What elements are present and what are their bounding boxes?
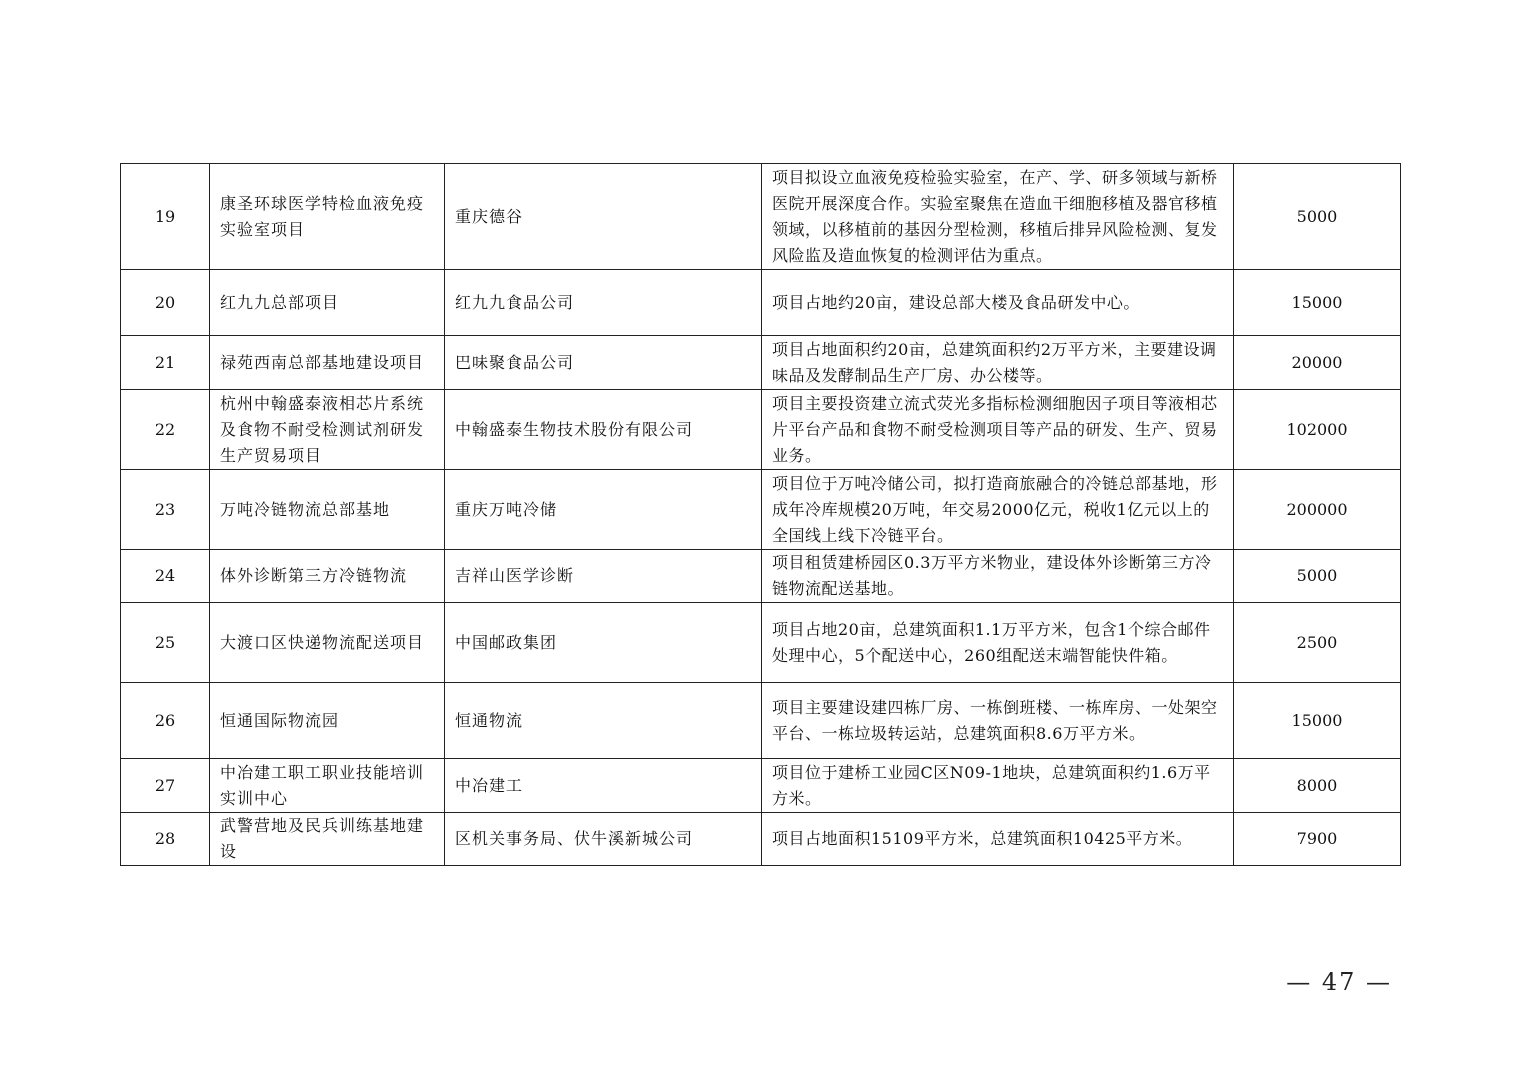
project-name: 禄苑西南总部基地建设项目: [210, 336, 445, 390]
row-number: 24: [121, 550, 210, 603]
project-name: 大渡口区快递物流配送项目: [210, 603, 445, 683]
project-name: 杭州中翰盛泰液相芯片系统及食物不耐受检测试剂研发生产贸易项目: [210, 390, 445, 470]
project-description: 项目拟设立血液免疫检验实验室，在产、学、研多领域与新桥医院开展深度合作。实验室聚焦在造血干细胞移植及器官移植领域，以移植前的基因分型检测，移植后排异风险检测、复发风险监及造血恢复的检测评估为重点。: [762, 164, 1234, 270]
row-number: 20: [121, 270, 210, 336]
project-owner: 中翰盛泰生物技术股份有限公司: [445, 390, 762, 470]
table-row: [121, 270, 1401, 336]
row-number: 19: [121, 164, 210, 270]
project-investment: 7900: [1234, 813, 1401, 866]
row-number: 23: [121, 470, 210, 550]
project-description: 项目位于建桥工业园C区N09-1地块，总建筑面积约1.6万平方米。: [762, 759, 1234, 813]
project-investment: 102000: [1234, 390, 1401, 470]
project-description: 项目占地面积15109平方米，总建筑面积10425平方米。: [762, 813, 1234, 866]
project-owner: 红九九食品公司: [445, 270, 762, 336]
table-row: [121, 550, 1401, 603]
row-number: 25: [121, 603, 210, 683]
row-number: 27: [121, 759, 210, 813]
project-name: 红九九总部项目: [210, 270, 445, 336]
row-number: 21: [121, 336, 210, 390]
project-investment: 8000: [1234, 759, 1401, 813]
project-investment: 5000: [1234, 550, 1401, 603]
project-description: 项目占地约20亩，建设总部大楼及食品研发中心。: [762, 270, 1234, 336]
project-table: [120, 163, 1401, 866]
table-row: [121, 164, 1401, 270]
project-investment: 20000: [1234, 336, 1401, 390]
table-row: [121, 813, 1401, 866]
row-number: 22: [121, 390, 210, 470]
project-owner: 巴味聚食品公司: [445, 336, 762, 390]
table-row: [121, 603, 1401, 683]
project-description: 项目主要投资建立流式荧光多指标检测细胞因子项目等液相芯片平台产品和食物不耐受检测项目等产品的研发、生产、贸易业务。: [762, 390, 1234, 470]
project-owner: 重庆万吨冷储: [445, 470, 762, 550]
project-name: 体外诊断第三方冷链物流: [210, 550, 445, 603]
project-investment: 15000: [1234, 683, 1401, 759]
project-investment: 15000: [1234, 270, 1401, 336]
page-number: — 47 —: [1286, 968, 1392, 996]
row-number: 28: [121, 813, 210, 866]
table-row: [121, 759, 1401, 813]
table-row: [121, 683, 1401, 759]
project-owner: 中冶建工: [445, 759, 762, 813]
project-owner: 重庆德谷: [445, 164, 762, 270]
project-description: 项目占地面积约20亩，总建筑面积约2万平方米，主要建设调味品及发酵制品生产厂房、办公楼等。: [762, 336, 1234, 390]
project-owner: 吉祥山医学诊断: [445, 550, 762, 603]
project-owner: 中国邮政集团: [445, 603, 762, 683]
project-owner: 恒通物流: [445, 683, 762, 759]
row-number: 26: [121, 683, 210, 759]
project-name: 武警营地及民兵训练基地建设: [210, 813, 445, 866]
project-description: 项目位于万吨冷储公司，拟打造商旅融合的冷链总部基地，形成年冷库规模20万吨，年交易2000亿元，税收1亿元以上的全国线上线下冷链平台。: [762, 470, 1234, 550]
project-name: 恒通国际物流园: [210, 683, 445, 759]
table-row: [121, 390, 1401, 470]
table-row: [121, 470, 1401, 550]
project-investment: 5000: [1234, 164, 1401, 270]
table-row: [121, 336, 1401, 390]
project-description: 项目占地20亩，总建筑面积1.1万平方米，包含1个综合邮件处理中心，5个配送中心，260组配送末端智能快件箱。: [762, 603, 1234, 683]
project-table-body: [121, 164, 1401, 866]
project-investment: 200000: [1234, 470, 1401, 550]
project-description: 项目租赁建桥园区0.3万平方米物业，建设体外诊断第三方冷链物流配送基地。: [762, 550, 1234, 603]
project-name: 中冶建工职工职业技能培训实训中心: [210, 759, 445, 813]
project-name: 康圣环球医学特检血液免疫实验室项目: [210, 164, 445, 270]
project-investment: 2500: [1234, 603, 1401, 683]
project-name: 万吨冷链物流总部基地: [210, 470, 445, 550]
project-description: 项目主要建设建四栋厂房、一栋倒班楼、一栋库房、一处架空平台、一栋垃圾转运站，总建筑面积8.6万平方米。: [762, 683, 1234, 759]
project-owner: 区机关事务局、伏牛溪新城公司: [445, 813, 762, 866]
